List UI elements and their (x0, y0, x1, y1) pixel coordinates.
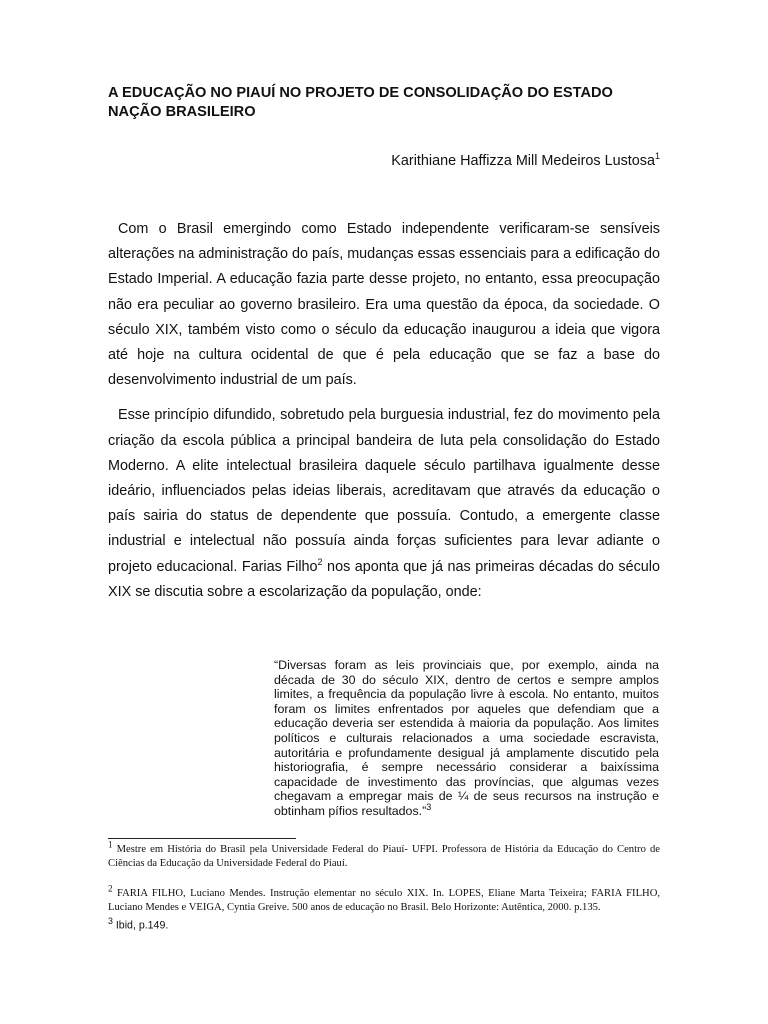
footnote-1-number: 1 (108, 839, 113, 850)
footnote-2-number: 2 (108, 883, 113, 894)
author-name: Karithiane Haffizza Mill Medeiros Lustosa (391, 153, 655, 169)
footnote-3 (108, 915, 660, 932)
footnote-1-text: Mestre em História do Brasil pela Universidade Federal do Piauí- UFPI. Professora de História da Educação do Centro de Ciências da Educação da Universidade Federal do Piauí. (108, 844, 660, 869)
block-quote-text: “Diversas foram as leis provinciais que, por exemplo, ainda na década de 30 do século XIX, dentro de certos e sempre amplos limites, a frequência da população livre à escola. No entanto, muitos foram os limites enfrentados por aqueles que defendiam que a educação deveria ser estendida à maioria da população. Aos limites políticos e culturais relacionados a uma sociedade escravista, autoritária e profundamente desigual já amplamente discutido pela historiografia, é sempre necessário considerar a baixíssima capacidade de investimento das províncias, que algumas vezes chegavam a empregar mais de ¼ de seus recursos na instrução e obtinham pífios resultados.” (274, 658, 659, 818)
footnote-3-text: Ibid, p.149. (112, 919, 169, 932)
block-quote (274, 658, 659, 819)
author-line (391, 151, 660, 171)
footnote-1 (108, 839, 660, 871)
footnote-separator (108, 838, 296, 839)
document-title: A EDUCAÇÃO NO PIAUÍ NO PROJETO DE CONSOLIDAÇÃO DO ESTADO NAÇÃO BRASILEIRO (108, 85, 613, 120)
paragraph-2 (108, 403, 660, 605)
footnotes (108, 839, 660, 932)
footnote-3-number: 3 (108, 916, 113, 926)
footnote-2-text: FARIA FILHO, Luciano Mendes. Instrução elementar no século XIX. In. LOPES, Eliane Marta Teixeira; FARIA FILHO, Luciano Mendes e VEIGA, Cyntia Greive. 500 anos de educação no Brasil. Belo Horizonte: Autêntica, 2000. p.135. (108, 888, 660, 913)
paragraph-1: Com o Brasil emergindo como Estado independente verificaram-se sensíveis alterações na administração do país, mudanças essas essenciais para a edificação do Estado Imperial. A educação fazia parte desse projeto, no entanto, essa preocupação não era peculiar ao governo brasileiro. Era uma questão da época, da sociedade. O século XIX, também visto como o século da educação inaugurou a ideia que vigora até hoje na cultura ocidental de que é pela educação que se faz a base do desenvolvimento industrial de um país. (108, 221, 660, 389)
body-text (108, 217, 660, 615)
footnote-ref-3: 3 (426, 801, 432, 812)
author-footnote-ref: 1 (654, 151, 660, 162)
footnote-2 (108, 883, 660, 915)
paragraph-2-part-2: nos aponta que já nas primeiras décadas do século XIX se discutia sobre a escolarização da população, onde: (108, 558, 660, 600)
footnote-ref-2: 2 (317, 556, 323, 567)
paragraph-2-part-1: Esse princípio difundido, sobretudo pela burguesia industrial, fez do movimento pela criação da escola pública a principal bandeira de luta pela consolidação do Estado Moderno. A elite intelectual brasileira daquele século partilhava igualmente desse ideário, influenciados pelas ideias liberais, acreditavam que através da educação o país sairia do status de dependente que possuía. Contudo, a emergente classe industrial e intelectual não possuía ainda forças suficientes para levar adiante o projeto educacional. Farias Filho (108, 407, 660, 575)
